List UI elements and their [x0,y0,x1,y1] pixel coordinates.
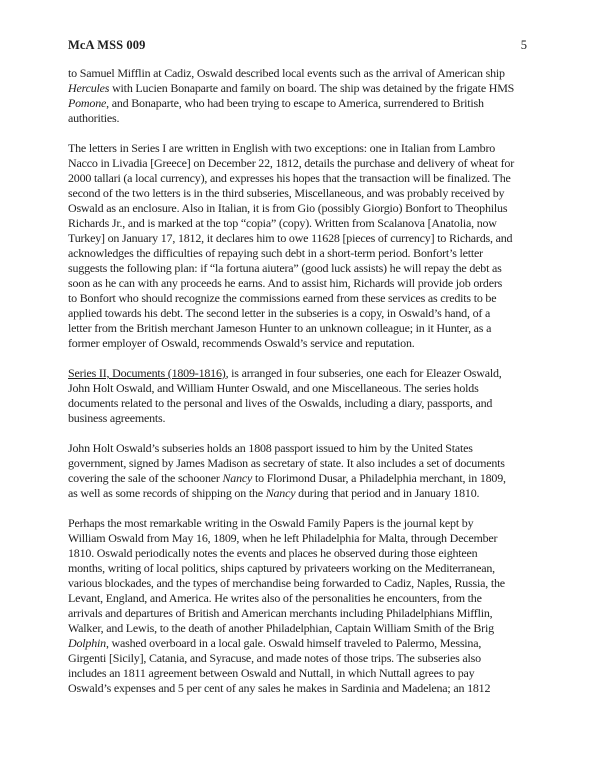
text-run: soon as he can with any proceeds he earns. And to assist him, Richards will provide job orders [68,276,503,290]
paragraph [68,66,545,126]
text-run: suggests the following plan: if “la fortuna aiutera” (good luck assists) he will repay the debt as [68,261,502,275]
text-run: Levant, England, and America. He writes also of the personalities he encounters, from the [68,591,482,605]
text-line [68,336,545,351]
text-run: Oswald’s expenses and 5 per cent of any sales he makes in Sardinia and Madelena; an 1812 [68,681,491,695]
text-line [68,201,545,216]
text-run: government, signed by James Madison as secretary of state. It also includes a set of documents [68,456,505,470]
text-line [68,246,545,261]
text-run: to Florimond Dusar, a Philadelphia merchant, in 1809, [252,471,506,485]
text-run: as well as some records of shipping on the [68,486,266,500]
text-line [68,471,545,486]
text-line [68,186,545,201]
text-line [68,516,545,531]
text-line [68,366,545,381]
text-run: Oswald as an enclosure. Also in Italian, it is from Gio (possibly Giorgio) Bonfort to Theophilus [68,201,508,215]
paragraph [68,516,545,696]
text-run: , is arranged in four subseries, one each for Eleazer Oswald, [225,366,502,380]
text-line [68,171,545,186]
text-line [68,636,545,651]
text-run: letter from the British merchant Jameson Hunter to an unknown colleague; in it Hunter, as a [68,321,492,335]
italic-text-run: Nancy [265,486,296,500]
text-run: arrivals and departures of British and American merchants including Philadelphians Mifflin, [68,606,493,620]
text-run: business agreements. [68,411,166,425]
text-run: Turkey] on January 17, 1812, it declares him to owe 11628 [pieces of currency] to Richards, and [68,231,513,245]
italic-text-run: Pomone [68,96,107,110]
text-line [68,231,545,246]
paragraph [68,366,545,426]
text-run: acknowledges the difficulties of repaying such debt in a short-term period. Bonfort’s letter [68,246,483,260]
text-run: second of the two letters is in the third subseries, Miscellaneous, and was probably received by [68,186,505,200]
paragraph [68,141,545,351]
text-run: applied towards his debt. The second letter in the subseries is a copy, in Oswald’s hand, of a [68,306,491,320]
text-run: to Samuel Mifflin at Cadiz, Oswald described local events such as the arrival of American ship [68,66,505,80]
text-line [68,381,545,396]
text-run: includes an 1811 agreement between Oswald and Nuttall, in which Nuttall agrees to pay [68,666,475,680]
collection-id: McA MSS 009 [68,38,146,52]
text-run: Girgenti [Sicily], Catania, and Syracuse, and made notes of those trips. The subseries also [68,651,481,665]
text-run: various blockades, and the types of merchandise being forwarded to Cadiz, Naples, Russia, the [68,576,505,590]
text-line [68,411,545,426]
text-run: 1810. Oswald periodically notes the events and places he observed during those eighteen [68,546,478,560]
text-run: , washed overboard in a local gale. Oswald himself traveled to Palermo, Messina, [105,636,482,650]
text-run: documents related to the personal and lives of the Oswalds, including a diary, passports, and [68,396,493,410]
text-run: The letters in Series I are written in English with two exceptions: one in Italian from Lambro [68,141,496,155]
text-run: months, writing of local politics, ships captured by privateers working on the Mediterranean, [68,561,495,575]
paragraph [68,441,545,501]
text-line [68,156,545,171]
text-run: John Holt Oswald, and William Hunter Oswald, and one Miscellaneous. The series holds [68,381,479,395]
text-run: 2000 tallari (a local currency), and expresses his hopes that the transaction will be finalized. The [68,171,511,185]
text-line [68,111,545,126]
text-line [68,81,545,96]
text-line [68,291,545,306]
text-line [68,396,545,411]
text-line [68,651,545,666]
text-line [68,531,545,546]
text-run: John Holt Oswald’s subseries holds an 1808 passport issued to him by the United States [68,441,473,455]
page-number: 5 [520,38,527,52]
text-run: , and Bonaparte, who had been trying to escape to America, surrendered to British [106,96,484,110]
text-line [68,666,545,681]
text-run: Walker, and Lewis, to the death of another Philadelphian, Captain William Smith of the Brig [68,621,494,635]
text-line [68,276,545,291]
text-run: to Bonfort who should recognize the commissions earned from these services as credits to be [68,291,497,305]
text-run: Perhaps the most remarkable writing in the Oswald Family Papers is the journal kept by [68,516,474,530]
text-line [68,606,545,621]
text-line [68,441,545,456]
text-line [68,591,545,606]
italic-text-run: Nancy [222,471,253,485]
text-line [68,486,545,501]
page-header [68,38,545,53]
text-line [68,261,545,276]
text-line [68,96,545,111]
text-line [68,621,545,636]
text-line [68,561,545,576]
italic-text-run: Hercules [68,81,110,95]
text-line [68,456,545,471]
text-run: former employer of Oswald, recommends Oswald’s service and reputation. [68,336,415,350]
text-line [68,576,545,591]
italic-text-run: Dolphin [68,636,106,650]
underlined-text-run: Series II, Documents (1809-1816) [68,366,226,380]
text-run: with Lucien Bonaparte and family on board. The ship was detained by the frigate HMS [109,81,515,95]
text-run: authorities. [68,111,120,125]
text-line [68,321,545,336]
text-line [68,141,545,156]
text-line [68,681,545,696]
text-line [68,216,545,231]
text-line [68,546,545,561]
text-run: during that period and in January 1810. [295,486,480,500]
text-run: William Oswald from May 16, 1809, when he left Philadelphia for Malta, through December [68,531,498,545]
text-run: Richards Jr., and is marked at the top “copia” (copy). Written from Scalanova [Anatolia, now [68,216,497,230]
text-line [68,66,545,81]
text-run: Nacco in Livadia [Greece] on December 22, 1812, details the purchase and delivery of wheat for [68,156,515,170]
document-body [68,66,545,696]
text-line [68,306,545,321]
text-run: covering the sale of the schooner [68,471,223,485]
